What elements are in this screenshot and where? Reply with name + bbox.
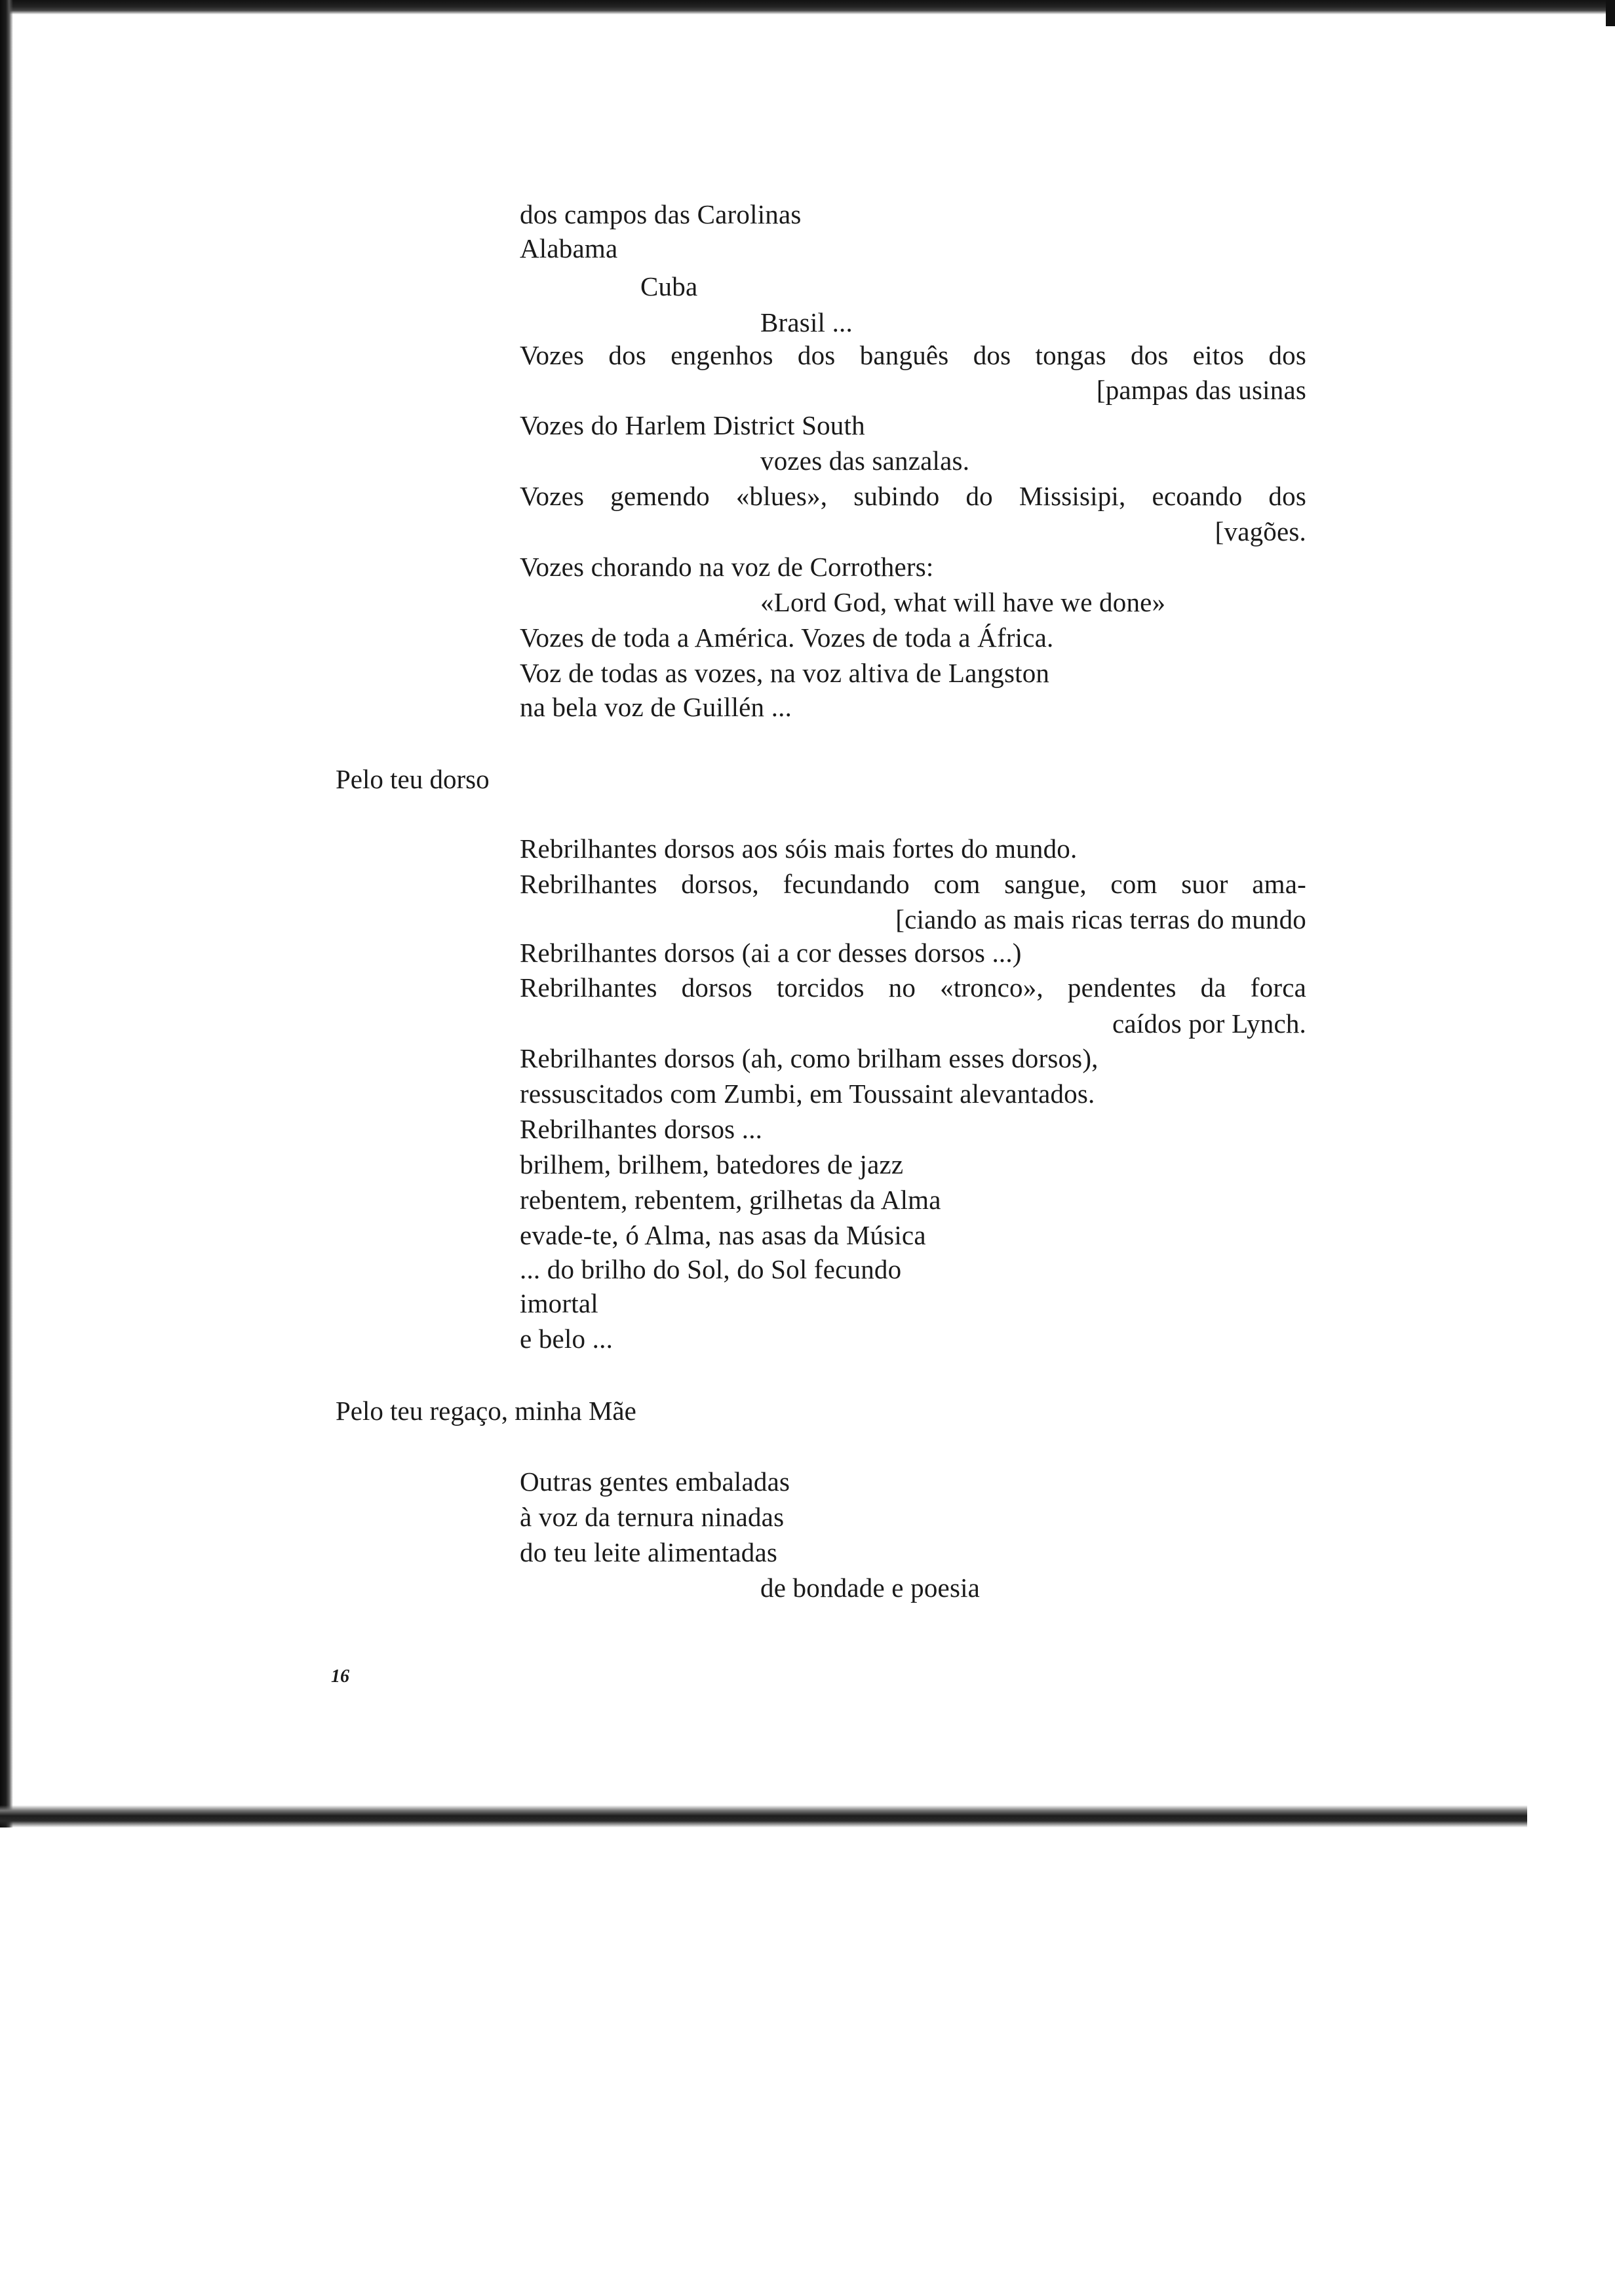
poem-line: Vozes gemendo «blues», subindo do Missisipi, ecoando dos	[520, 481, 1306, 511]
section-heading: Pelo teu regaço, minha Mãe	[336, 1396, 636, 1426]
poem-line: rebentem, rebentem, grilhetas da Alma	[520, 1185, 941, 1215]
poem-line: brilhem, brilhem, batedores de jazz	[520, 1149, 904, 1179]
poem-line: Vozes de toda a América. Vozes de toda a África.	[520, 622, 1054, 653]
poem-line: imortal	[520, 1288, 598, 1318]
scan-edge-bottom	[0, 1805, 1527, 1827]
poem-line: e belo ...	[520, 1324, 613, 1354]
poem-line-continuation: caídos por Lynch.	[1112, 1008, 1306, 1039]
poem-line: Vozes do Harlem District South	[520, 410, 865, 440]
poem-line-continuation: [ciando as mais ricas terras do mundo	[895, 904, 1306, 934]
poem-line: Cuba	[640, 271, 698, 301]
poem-line-continuation: [pampas das usinas	[1096, 375, 1306, 405]
poem-line: à voz da ternura ninadas	[520, 1502, 785, 1532]
poem-line: de bondade e poesia	[760, 1573, 981, 1603]
poem-line: Rebrilhantes dorsos ...	[520, 1114, 763, 1144]
poem-line: evade-te, ó Alma, nas asas da Música	[520, 1220, 926, 1250]
poem-line: vozes das sanzalas.	[760, 446, 970, 476]
poem-line: Rebrilhantes dorsos torcidos no «tronco», pendentes da forca	[520, 972, 1306, 1003]
poem-line: ressuscitados com Zumbi, em Toussaint alevantados.	[520, 1079, 1095, 1109]
poem-line: Rebrilhantes dorsos (ah, como brilham esses dorsos),	[520, 1043, 1099, 1073]
poem-line: Voz de todas as vozes, na voz altiva de Langston	[520, 658, 1050, 688]
poem-line: Rebrilhantes dorsos aos sóis mais fortes do mundo.	[520, 833, 1078, 864]
poem-line: Vozes dos engenhos dos banguês dos tongas dos eitos dos	[520, 340, 1306, 370]
poem-line: ... do brilho do Sol, do Sol fecundo	[520, 1254, 902, 1284]
poem-line: Rebrilhantes dorsos (ai a cor desses dorsos ...)	[520, 938, 1022, 968]
scan-background	[0, 1827, 1615, 2296]
poem-line: Rebrilhantes dorsos, fecundando com sangue, com suor ama-	[520, 869, 1306, 899]
scan-edge-top	[0, 0, 1615, 14]
poem-line: dos campos das Carolinas	[520, 199, 802, 229]
page-number: 16	[331, 1666, 349, 1687]
poem-line: do teu leite alimentadas	[520, 1537, 778, 1567]
poem-line: na bela voz de Guillén ...	[520, 692, 792, 722]
poem-line: Outras gentes embaladas	[520, 1466, 790, 1497]
section-heading: Pelo teu dorso	[336, 764, 490, 794]
poem-line: Alabama	[520, 233, 618, 263]
scan-edge-right	[1606, 0, 1615, 26]
poem-line: «Lord God, what will have we done»	[760, 587, 1166, 617]
poem-line-continuation: [vagões.	[1215, 516, 1306, 546]
poem-line: Vozes chorando na voz de Corrothers:	[520, 552, 934, 582]
poem-line: Brasil ...	[760, 307, 853, 337]
